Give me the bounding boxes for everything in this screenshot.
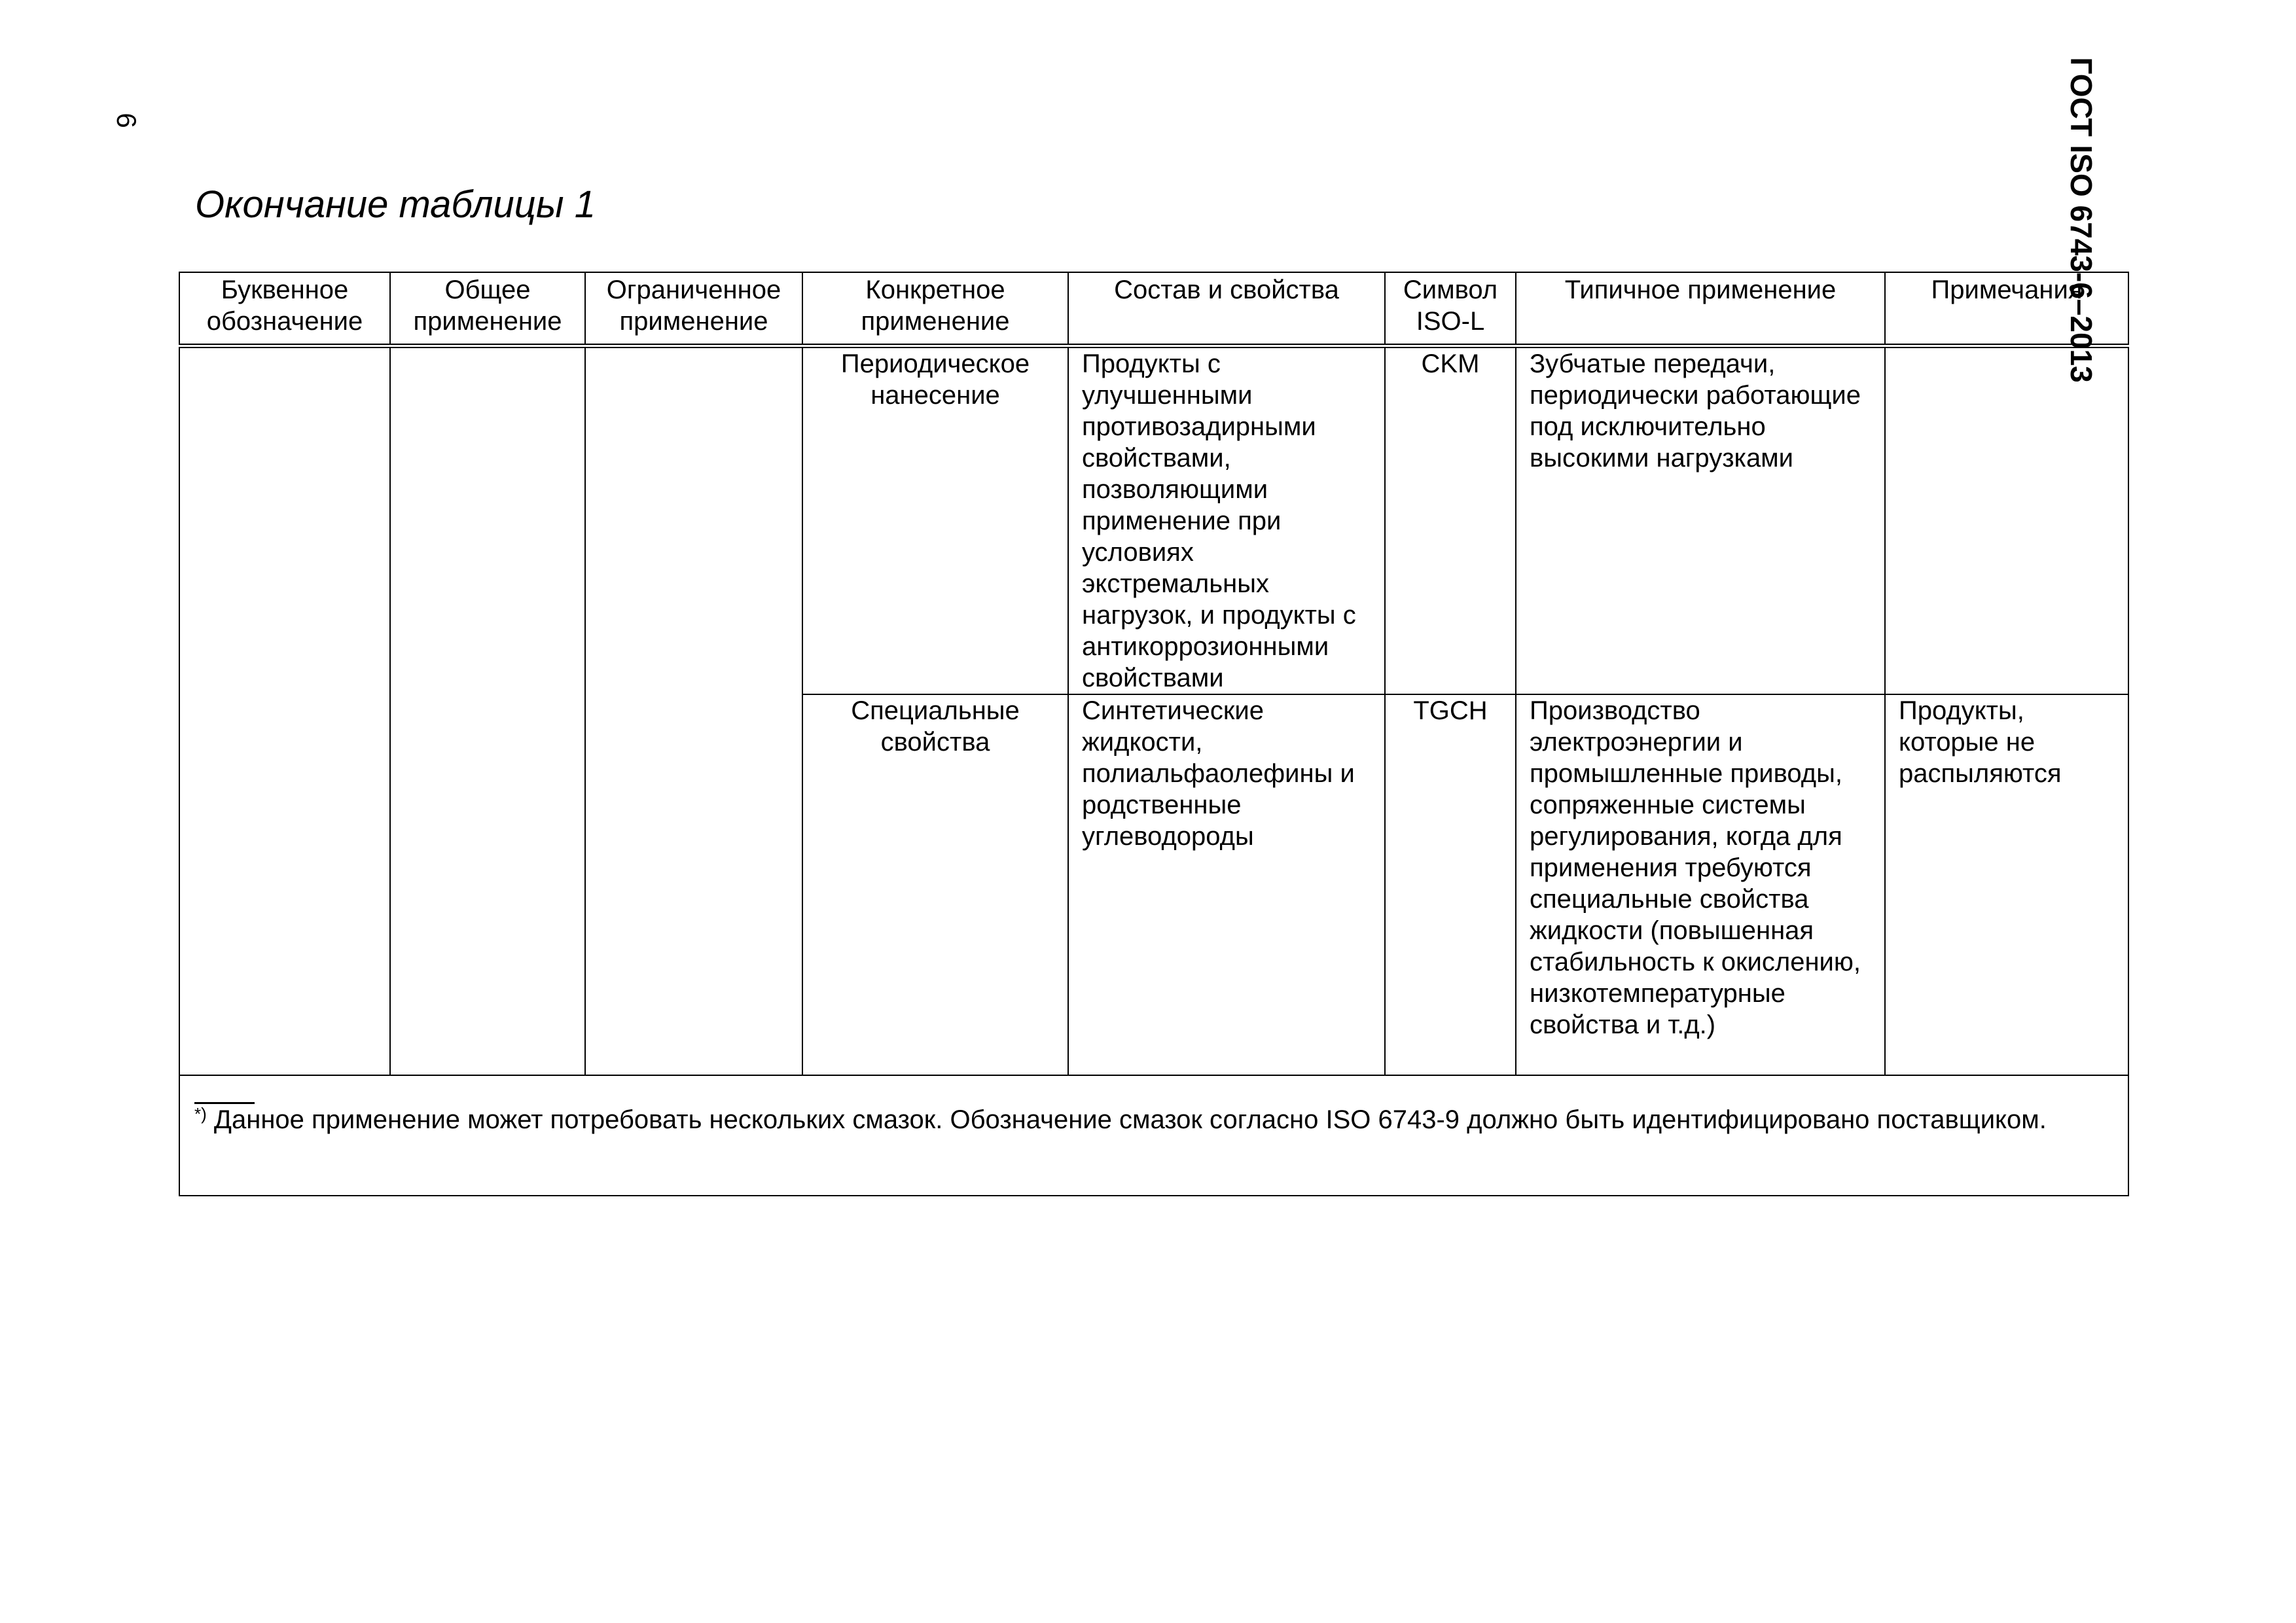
header-general-application: Общее применение [390,272,585,346]
standard-code: ГОСТ ISO 6743-6–2013 [2064,57,2098,383]
cell-iso-symbol: CKM [1385,346,1516,695]
cell-specific-application: Специальные свойства [802,694,1068,1075]
header-specific-application: Конкретное применение [802,272,1068,346]
header-limited-application: Ограниченное применение [585,272,802,346]
cell-letter-designation [179,346,390,1076]
header-composition: Состав и свойства [1068,272,1385,346]
cell-general-application [390,346,585,1076]
classification-table [179,272,2129,1196]
footnote [194,1104,2113,1135]
cell-composition: Продукты с улучшенными противозадирными свойствами, позволяющими применение при условиях экстремальных нагрузок, и продукты с антикоррозионными свойствами [1068,346,1385,695]
table-header-row [179,272,2128,346]
table-row [179,346,2128,695]
header-typical-application: Типичное применение [1516,272,1885,346]
header-notes: Примечания [1885,272,2128,346]
footnote-mark: *) [194,1104,207,1124]
cell-typical-application: Производство электроэнергии и промышленные приводы, сопряженные системы регулирования, когда для применения требуются специальные свойства жидкости (повышенная стабильность к окислению, низкотемпературные свойства и т.д.) [1516,694,1885,1075]
footnote-row [179,1075,2128,1196]
cell-typical-application: Зубчатые передачи, периодически работающие под исключительно высокими нагрузками [1516,346,1885,695]
table-caption: Окончание таблицы 1 [195,183,596,226]
cell-specific-application: Периодическое нанесение [802,346,1068,695]
page-number: 6 [111,113,142,128]
cell-notes [1885,346,2128,695]
header-iso-symbol: Символ ISO-L [1385,272,1516,346]
cell-iso-symbol: TGCH [1385,694,1516,1075]
cell-limited-application [585,346,802,1076]
footnote-cell [179,1075,2128,1196]
header-letter-designation: Буквенное обозначение [179,272,390,346]
footnote-text: Данное применение может потребовать нескольких смазок. Обозначение смазок согласно ISO 6743-9 должно быть идентифицировано поставщиком. [213,1105,2047,1134]
cell-composition: Синтетические жидкости, полиальфаолефины и родственные углеводороды [1068,694,1385,1075]
cell-notes: Продукты, которые не распыляются [1885,694,2128,1075]
